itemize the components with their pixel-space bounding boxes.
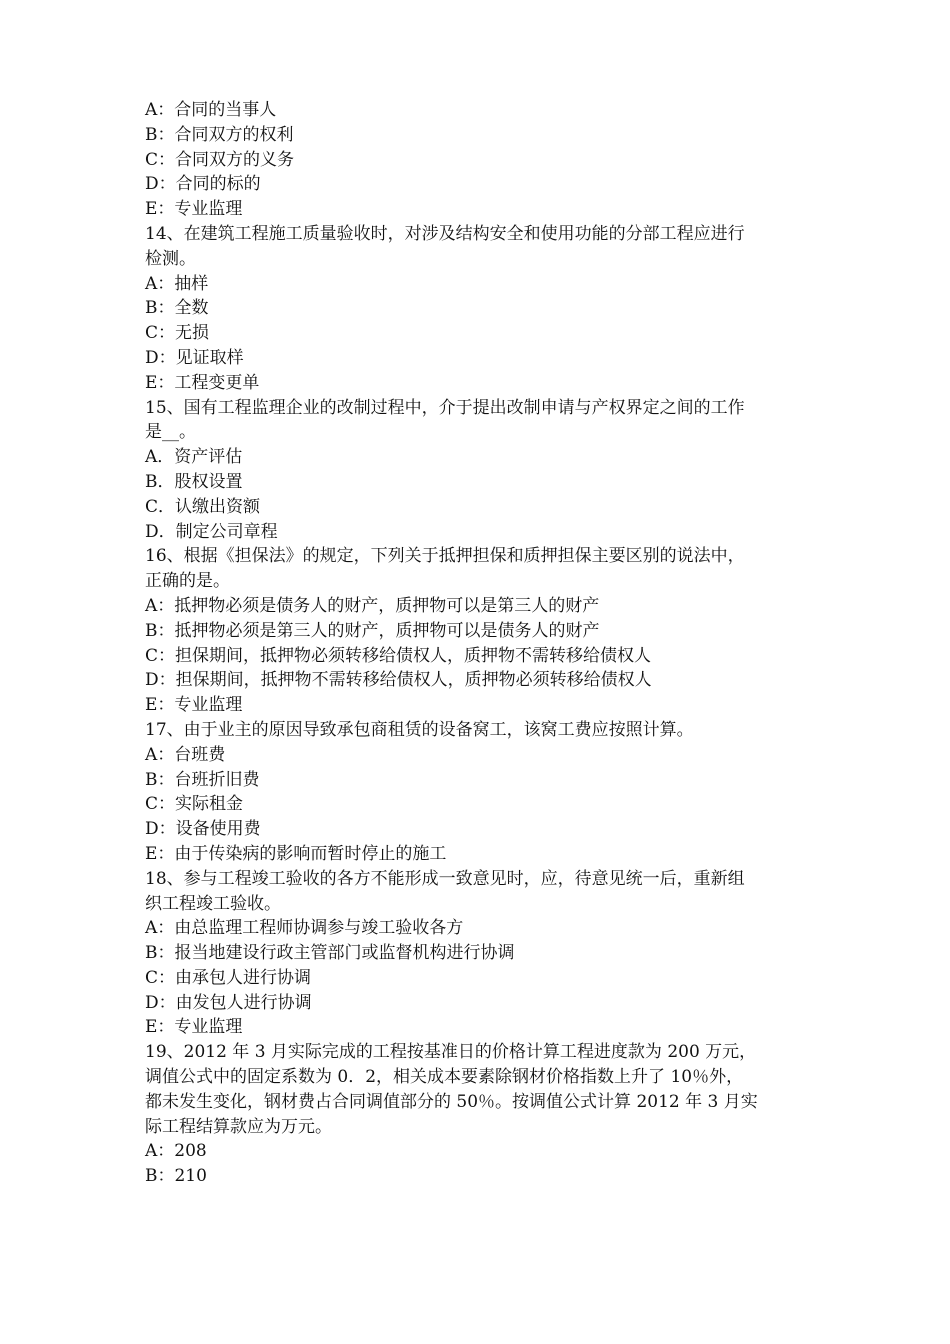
text-line: C：合同双方的义务 xyxy=(145,149,295,170)
text-line: E：工程变更单 xyxy=(145,372,260,393)
text-line: B：210 xyxy=(145,1166,207,1187)
question-17-line: 17、由于业主的原因导致承包商租赁的设备窝工，该窝工费应按照计算。 xyxy=(145,719,694,740)
text-line: C：担保期间，抵押物必须转移给债权人，质押物不需转移给债权人 xyxy=(145,645,652,666)
text-line: D．制定公司章程 xyxy=(145,521,278,542)
text-line: C：实际租金 xyxy=(145,794,244,815)
text-line: B：抵押物必须是第三人的财产，质押物可以是债务人的财产 xyxy=(145,620,600,641)
text-line: B．股权设置 xyxy=(145,471,243,492)
text-line: C：无损 xyxy=(145,323,210,344)
question-19-line: 调值公式中的固定系数为 0．2，相关成本要素除钢材价格指数上升了 10％外， xyxy=(145,1067,744,1088)
text-line: C：由承包人进行协调 xyxy=(145,967,312,988)
question-19-line: 都未发生变化，钢材费占合同调值部分的 50％。按调值公式计算 2012 年 3 月实 xyxy=(145,1091,758,1112)
text-line: B：报当地建设行政主管部门或监督机构进行协调 xyxy=(145,943,515,964)
text-line: E：由于传染病的影响而暂时停止的施工 xyxy=(145,843,447,864)
question-14-line: 14、在建筑工程施工质量验收时，对涉及结构安全和使用功能的分部工程应进行 xyxy=(145,223,745,244)
question-19-line: 19、2012 年 3 月实际完成的工程按基准日的价格计算工程进度款为 200 万元， xyxy=(145,1042,757,1063)
text-line: D：见证取样 xyxy=(145,347,244,368)
text-line: D：合同的标的 xyxy=(145,174,261,195)
text-line: A：台班费 xyxy=(145,744,226,765)
text-line: D：担保期间，抵押物不需转移给债权人，质押物必须转移给债权人 xyxy=(145,670,652,691)
question-15-line: 15、国有工程监理企业的改制过程中，介于提出改制申请与产权界定之间的工作 xyxy=(145,397,745,418)
text-line: A．资产评估 xyxy=(145,447,243,468)
question-16-line: 正确的是。 xyxy=(145,571,230,592)
text-line: E：专业监理 xyxy=(145,199,243,220)
text-line: A：由总监理工程师协调参与竣工验收各方 xyxy=(145,918,464,939)
text-line: A：抵押物必须是债务人的财产，质押物可以是第三人的财产 xyxy=(145,595,600,616)
question-16-line: 16、根据《担保法》的规定，下列关于抵押担保和质押担保主要区别的说法中， xyxy=(145,546,745,567)
document-page xyxy=(145,98,817,1189)
text-line: A：208 xyxy=(145,1141,207,1162)
text-line: D：设备使用费 xyxy=(145,819,261,840)
text-line: D：由发包人进行协调 xyxy=(145,992,312,1013)
question-19-line: 际工程结算款应为万元。 xyxy=(145,1116,332,1137)
question-18-line: 18、参与工程竣工验收的各方不能形成一致意见时，应，待意见统一后，重新组 xyxy=(145,868,745,889)
question-18-line: 织工程竣工验收。 xyxy=(145,893,281,914)
question-14-line: 检测。 xyxy=(145,248,196,269)
text-line: B：全数 xyxy=(145,298,209,319)
text-line: E：专业监理 xyxy=(145,695,243,716)
text-line: E：专业监理 xyxy=(145,1017,243,1038)
text-line: B：合同双方的权利 xyxy=(145,124,294,145)
text-line: B：台班折旧费 xyxy=(145,769,260,790)
text-line: A：抽样 xyxy=(145,273,209,294)
text-line: C．认缴出资额 xyxy=(145,496,261,517)
question-15-line: 是__。 xyxy=(145,422,196,443)
text-line: A：合同的当事人 xyxy=(145,100,277,120)
